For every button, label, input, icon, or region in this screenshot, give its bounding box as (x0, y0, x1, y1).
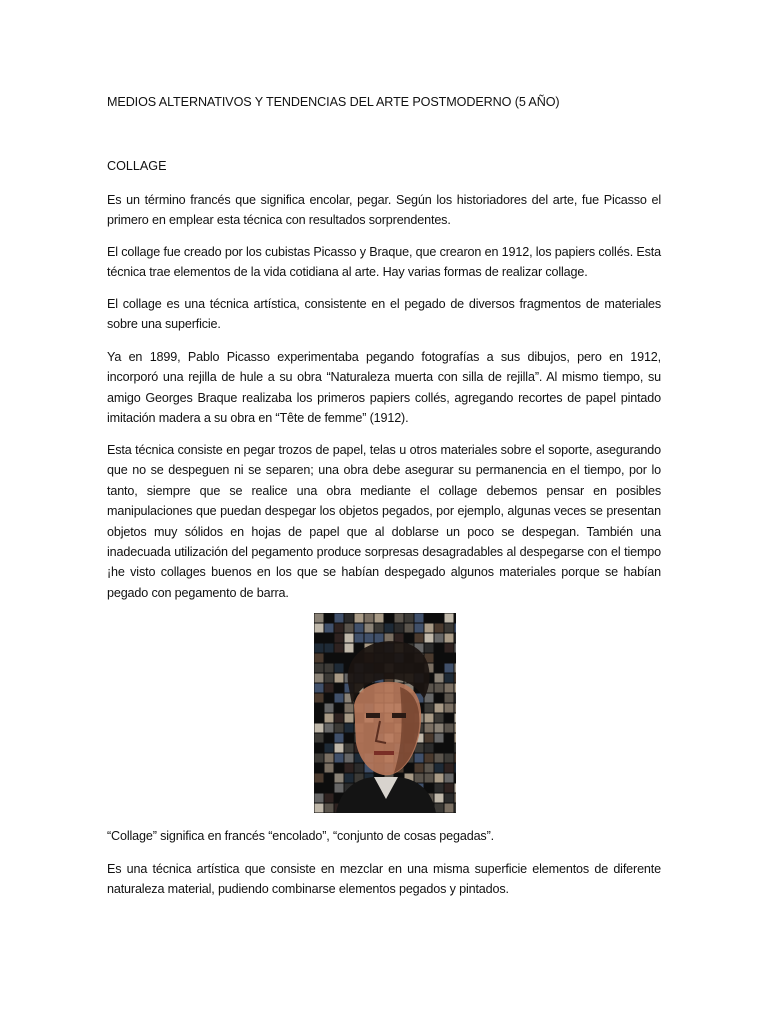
collage-tile (425, 764, 434, 773)
section-heading: COLLAGE (107, 159, 167, 173)
collage-tile (335, 774, 344, 783)
collage-tile (455, 684, 457, 693)
collage-tile (435, 794, 444, 803)
collage-tile (335, 714, 344, 723)
collage-tile (445, 644, 454, 653)
collage-tile (435, 714, 444, 723)
collage-tile (325, 704, 334, 713)
paragraph: Es una técnica artística que consiste en mezclar en una misma superficie elementos de diferente naturaleza material, pudiendo combinarse elementos pegados y pintados. (107, 862, 661, 897)
collage-tile (415, 614, 424, 623)
collage-tile (455, 674, 457, 683)
collage-tile (385, 624, 394, 633)
collage-tile (345, 774, 354, 783)
collage-tile (325, 764, 334, 773)
collage-tile (425, 754, 434, 763)
collage-tile (355, 764, 364, 773)
collage-tile (455, 644, 457, 653)
collage-tile (315, 674, 324, 683)
collage-tile (425, 724, 434, 733)
collage-tile (355, 634, 364, 643)
collage-tile (415, 634, 424, 643)
collage-tile (405, 614, 414, 623)
collage-tile (375, 614, 384, 623)
collage-tile (415, 754, 424, 763)
collage-tile (345, 614, 354, 623)
collage-tile (405, 624, 414, 633)
collage-tile (315, 724, 324, 733)
collage-tile (325, 644, 334, 653)
collage-tile (455, 714, 457, 723)
collage-tile (365, 624, 374, 633)
collage-tile (395, 614, 404, 623)
collage-tile (445, 704, 454, 713)
collage-tile (445, 614, 454, 623)
collage-tile (335, 724, 344, 733)
collage-portrait-graphic (314, 613, 456, 813)
paragraph: Esta técnica consiste en pegar trozos de papel, telas u otros materiales sobre el soporte, asegurando que no se despeguen ni se separen; una obra debe asegurar su permanencia en el tiempo, por lo tanto, siempre que se realice una obra mediante el collage debemos pensar en posibles manipulaciones que puedan despegar los objetos pegados, por ejemplo, algunas veces se presentan objetos muy sólidos en hojas de papel que al doblarse un poco se despegan. También una inadecuada utilización del pegamento produce sorpresas desagradables al despegarse con el tiempo ¡he visto collages buenos en los que se habían despegado algunos materiales porque se habían pegado con pegamento de barra. (107, 443, 661, 600)
collage-tile (365, 634, 374, 643)
paragraph: El collage fue creado por los cubistas Picasso y Braque, que crearon en 1912, los papiers collés. Esta técnica trae elementos de la vida cotidiana al arte. Hay varias formas de realizar collage. (107, 245, 661, 280)
collage-tile (345, 644, 354, 653)
collage-tile (315, 644, 324, 653)
collage-tile (315, 804, 324, 813)
collage-tile (425, 734, 434, 743)
collage-tile (315, 794, 324, 803)
collage-tile (345, 624, 354, 633)
collage-tile (435, 634, 444, 643)
collage-tile (335, 624, 344, 633)
collage-tile (315, 684, 324, 693)
collage-tile (435, 784, 444, 793)
collage-tile (445, 694, 454, 703)
collage-tile (315, 624, 324, 633)
collage-tile (325, 744, 334, 753)
collage-tile (345, 764, 354, 773)
collage-tile (325, 794, 334, 803)
document-title: MEDIOS ALTERNATIVOS Y TENDENCIAS DEL ARTE POSTMODERNO (5 AÑO) (107, 95, 560, 109)
collage-tile (335, 614, 344, 623)
collage-tile (315, 754, 324, 763)
collage-tile (425, 714, 434, 723)
collage-tile (445, 784, 454, 793)
collage-tile (445, 634, 454, 643)
collage-tile (425, 774, 434, 783)
collage-tile (335, 744, 344, 753)
collage-tile (325, 724, 334, 733)
collage-tile (425, 624, 434, 633)
collage-tile (455, 804, 457, 813)
collage-tile (345, 704, 354, 713)
collage-tile (335, 784, 344, 793)
collage-tile (335, 634, 344, 643)
collage-tile (335, 674, 344, 683)
collage-tile (445, 664, 454, 673)
collage-tile (455, 664, 457, 673)
collage-tile (315, 654, 324, 663)
collage-tile (395, 634, 404, 643)
paragraph: Es un término francés que significa encolar, pegar. Según los historiadores del arte, fue Picasso el primero en emplear esta técnica con resultados sorprendentes. (107, 193, 661, 228)
collage-tile (455, 764, 457, 773)
paragraph: El collage es una técnica artística, consistente en el pegado de diversos fragmentos de materiales sobre una superficie. (107, 297, 661, 332)
collage-tile (335, 694, 344, 703)
paragraph: Ya en 1899, Pablo Picasso experimentaba pegando fotografías a sus dibujos, pero en 1912, incorporó una rejilla de hule a su obra “Naturaleza muerta con silla de rejilla”. Al mismo tiempo, su amigo Georges Braque realizaba los primeros papiers collés, agregando recortes de papel pintado imitación madera a su obra en “Tête de femme” (1912). (107, 350, 661, 426)
collage-tile (425, 634, 434, 643)
collage-tile (425, 644, 434, 653)
collage-tile (445, 674, 454, 683)
collage-tile (335, 664, 344, 673)
collage-tile (345, 744, 354, 753)
collage-tile (375, 624, 384, 633)
collage-tile (325, 674, 334, 683)
collage-tile (315, 734, 324, 743)
collage-tile (435, 764, 444, 773)
collage-tile (455, 724, 457, 733)
collage-tile (435, 804, 444, 813)
collage-tile (435, 754, 444, 763)
collage-tile (435, 734, 444, 743)
paragraph: “Collage” significa en francés “encolado”, “conjunto de cosas pegadas”. (107, 829, 494, 843)
collage-tile (445, 774, 454, 783)
collage-tile (435, 674, 444, 683)
collage-tile (455, 784, 457, 793)
collage-tile (455, 694, 457, 703)
collage-tile (445, 754, 454, 763)
collage-tile (395, 624, 404, 633)
collage-tile (345, 634, 354, 643)
collage-tile (435, 624, 444, 633)
collage-tile (325, 714, 334, 723)
collage-tile (455, 704, 457, 713)
collage-tile (375, 634, 384, 643)
collage-tile (355, 624, 364, 633)
collage-tile (355, 614, 364, 623)
collage-tile (325, 664, 334, 673)
collage-tile (445, 684, 454, 693)
collage-tile (415, 624, 424, 633)
collage-tile (365, 614, 374, 623)
collage-tile (325, 754, 334, 763)
collage-tile (435, 774, 444, 783)
collage-tile (325, 624, 334, 633)
collage-tile (415, 774, 424, 783)
collage-tile (345, 754, 354, 763)
collage-tile (315, 774, 324, 783)
collage-tile (455, 754, 457, 763)
collage-tile (445, 764, 454, 773)
collage-tile (315, 694, 324, 703)
collage-tile (455, 744, 457, 753)
collage-tile (455, 634, 457, 643)
collage-tile (335, 644, 344, 653)
collage-tile (445, 794, 454, 803)
collage-tile (325, 684, 334, 693)
collage-tile (335, 734, 344, 743)
collage-tile (315, 664, 324, 673)
collage-tile (425, 744, 434, 753)
collage-tile (345, 724, 354, 733)
collage-portrait-image (314, 613, 456, 813)
collage-tile (445, 624, 454, 633)
collage-tile (435, 684, 444, 693)
collage-tile (315, 614, 324, 623)
collage-tile (445, 724, 454, 733)
collage-tile (325, 804, 334, 813)
collage-tile (445, 804, 454, 813)
collage-tile (455, 624, 457, 633)
collage-tile (455, 734, 457, 743)
collage-tile (415, 764, 424, 773)
collage-tile (435, 724, 444, 733)
collage-tile (425, 704, 434, 713)
collage-tile (335, 754, 344, 763)
collage-tile (435, 704, 444, 713)
collage-tile (455, 794, 457, 803)
collage-tile (345, 714, 354, 723)
